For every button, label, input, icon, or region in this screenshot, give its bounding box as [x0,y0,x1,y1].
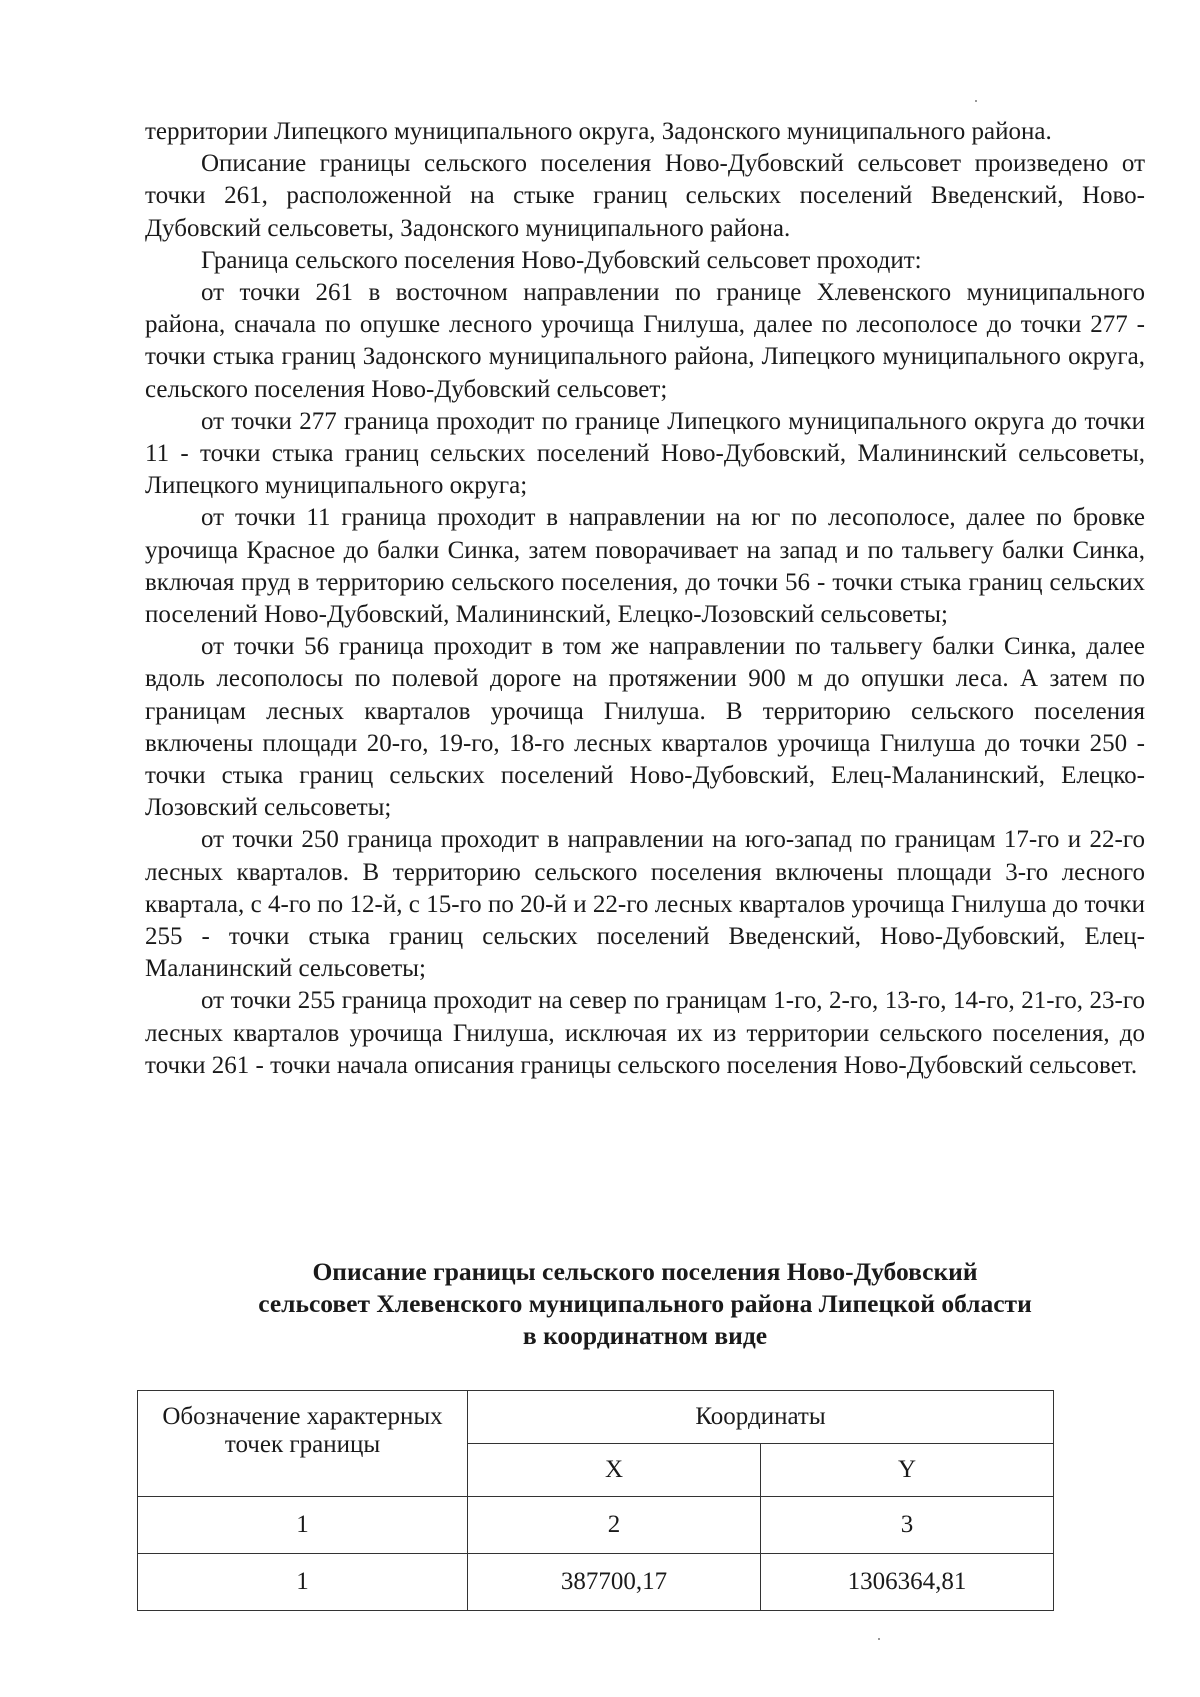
paragraph-from-point-11: от точки 11 граница проходит в направлении на юг по лесополосе, далее по бровке урочища Красное до балки Синка, затем поворачивает на запад и по тальвегу балки Синка, включая пруд в территорию сельского поселения, до точки 56 - точки стыка границ сельских поселений Ново-Дубовский, Малининский, Елецко-Лозовский сельсоветы; [145,504,1145,629]
scan-speck [975,100,977,102]
column-number-3: 3 [761,1497,1054,1554]
paragraph-from-point-250: от точки 250 граница проходит в направлении на юго-запад по границам 17-го и 22-го лесных кварталов. В территорию сельского поселения включены площади 3-го лесного квартала, с 4-го по 12-й, с 15-го по 20-й и 22-го лесных кварталов урочища Гнилуша до точки 255 - точки стыка границ сельских поселений Введенский, Ново-Дубовский, Елец-Маланинский сельсоветы; [145,826,1145,983]
heading-line-1: Описание границы сельского поселения Ново-Дубовский [312,1257,978,1286]
heading-line-3: в координатном виде [522,1321,768,1350]
column-numbering-row [138,1497,1054,1554]
point-id-cell: 1 [138,1554,468,1611]
paragraph-description-start: Описание границы сельского поселения Ново-Дубовский сельсовет произведено от точки 261, расположенной на стыке границ сельских поселений Введенский, Ново-Дубовский сельсоветы, Задонского муниципального района. [145,150,1145,242]
paragraph-from-point-56: от точки 56 граница проходит в том же направлении по тальвегу балки Синка, далее вдоль лесополосы по полевой дороге на протяжении 900 м до опушки леса. А затем по границам лесных кварталов урочища Гнилуша. В территорию сельского поселения включены площади 20-го, 19-го, 18-го лесных кварталов урочища Гнилуша до точки 250 - точки стыка границ сельских поселений Ново-Дубовский, Елец-Маланинский, Елецко-Лозовский сельсоветы; [145,633,1145,822]
paragraph-from-point-255: от точки 255 граница проходит на север по границам 1-го, 2-го, 13-го, 14-го, 21-го, 23-го лесных кварталов урочища Гнилуша, исключая их из территории сельского поселения, до точки 261 - точки начала описания границы сельского поселения Ново-Дубовский сельсовет. [145,987,1145,1079]
column-number-1: 1 [138,1497,468,1554]
coordinates-header: Координаты [468,1391,1054,1444]
scan-speck [878,1638,880,1640]
y-column-header: Y [761,1444,1054,1497]
paragraph-from-point-261: от точки 261 в восточном направлении по границе Хлевенского муниципального района, сначала по опушке лесного урочища Гнилуша, далее по лесополосе до точки 277 - точки стыка границ Задонского муниципального района, Липецкого муниципального округа, сельского поселения Ново-Дубовский сельсовет; [145,279,1145,403]
heading-line-2: сельсовет Хлевенского муниципального района Липецкой области [258,1289,1032,1318]
body-text [145,116,1145,1082]
coordinates-section-heading [145,1256,1145,1352]
x-coordinate-cell: 387700,17 [468,1554,761,1611]
x-column-header: X [468,1444,761,1497]
y-coordinate-cell: 1306364,81 [761,1554,1054,1611]
table-row [138,1554,1054,1611]
table-header-row [138,1391,1054,1444]
paragraph-boundary-intro: Граница сельского поселения Ново-Дубовский сельсовет проходит: [201,246,922,274]
coordinates-table [137,1390,1054,1611]
paragraph-continuation: территории Липецкого муниципального округа, Задонского муниципального района. [145,118,1052,145]
point-designation-header: Обозначение характерных точек границы [138,1391,468,1497]
paragraph-from-point-277: от точки 277 граница проходит по границе Липецкого муниципального округа до точки 11 - точки стыка границ сельских поселений Ново-Дубовский, Малининский сельсоветы, Липецкого муниципального округа; [145,407,1145,500]
column-number-2: 2 [468,1497,761,1554]
